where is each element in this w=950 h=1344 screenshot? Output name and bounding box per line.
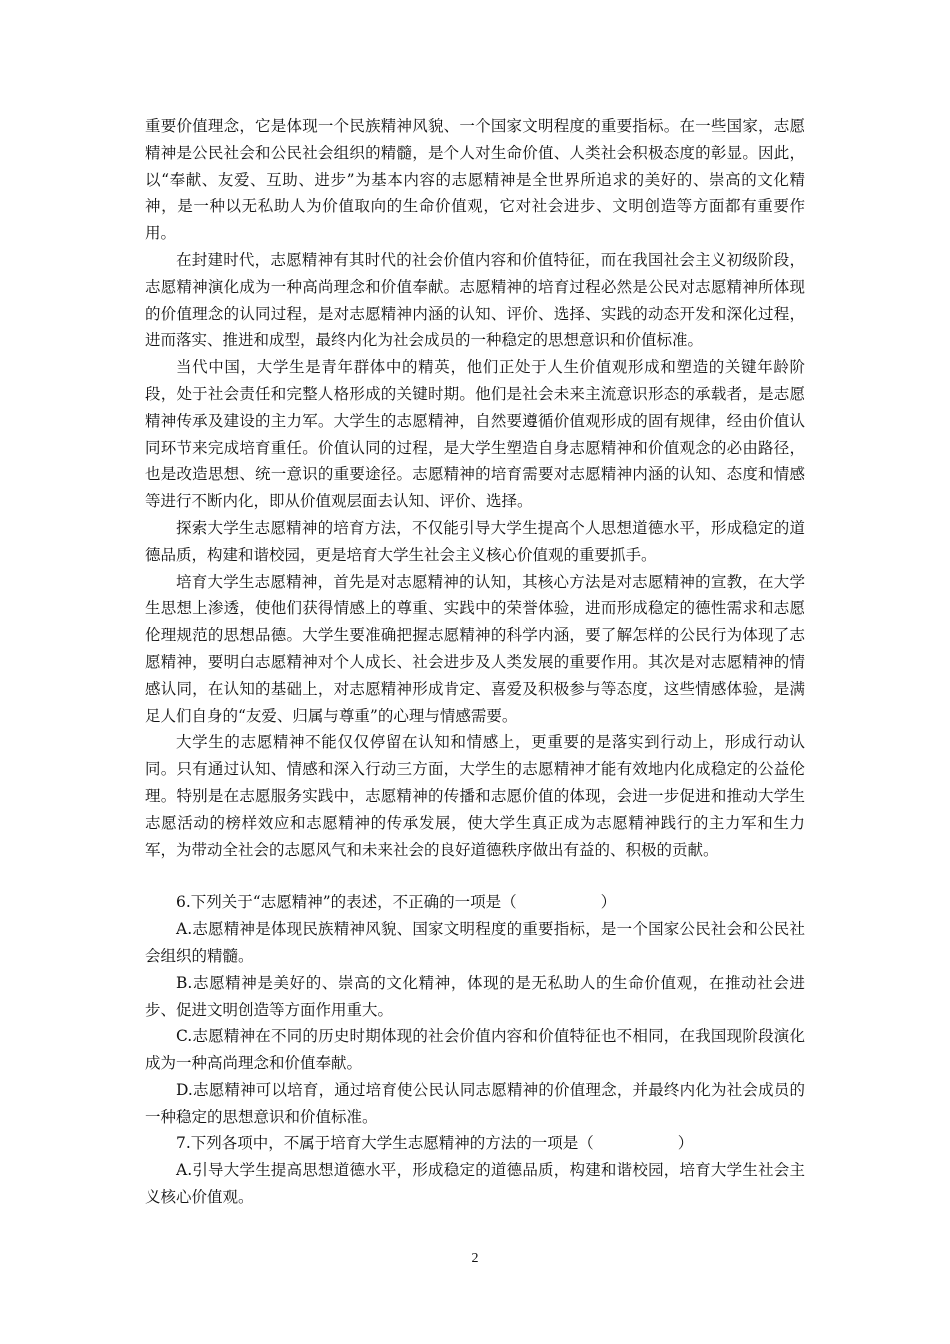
question-7-stem-close: ）	[677, 1134, 694, 1153]
passage-paragraph-2: 在封建时代，志愿精神有其时代的社会价值内容和价值特征，而在我国社会主义初级阶段，志愿精神演化成为一种高尚理念和价值奉献。志愿精神的培育过程必然是公民对志愿精神所体现的价值理念的认同过程，是对志愿精神内涵的认知、评价、选择、实践的动态开发和深化过程，进而落实、推进和成型，最终内化为社会成员的一种稳定的思想意识和价值标准。	[145, 250, 805, 350]
section-spacer	[145, 863, 805, 889]
question-7-stem-text: 7.下列各项中，不属于培育大学生志愿精神的方法的一项是（	[176, 1134, 594, 1153]
question-6-option-c: C.志愿精神在不同的历史时期体现的社会价值内容和价值特征也不相同，在我国现阶段演化成为一种高尚理念和价值奉献。	[145, 1027, 805, 1073]
passage-paragraph-1: 重要价值理念，它是体现一个民族精神风貌、一个国家文明程度的重要指标。在一些国家，志愿精神是公民社会和公民社会组织的精髓，是个人对生命价值、人类社会积极态度的彰显。因此，以“奉献、友爱、互助、进步”为基本内容的志愿精神是全世界所追求的美好的、崇高的文化精神，是一种以无私助人为价值取向的生命价值观，它对社会进步、文明创造等方面都有重要作用。	[145, 117, 805, 243]
question-6-option-a: A.志愿精神是体现民族精神风貌、国家文明程度的重要指标，是一个国家公民社会和公民社会组织的精髓。	[145, 920, 805, 965]
passage-paragraph-3: 当代中国，大学生是青年群体中的精英，他们正处于人生价值观形成和塑造的关键年龄阶段，处于社会责任和完整人格形成的关键时期。他们是社会未来主流意识形态的承载者，是志愿精神传承及建设的主力军。大学生的志愿精神，自然要遵循价值观形成的固有规律，经由价值认同环节来完成培育重任。价值认同的过程，是大学生塑造自身志愿精神和价值观念的必由路径，也是改造思想、统一意识的重要途径。志愿精神的培育需要对志愿精神内涵的认知、态度和情感等进行不断内化，即从价值观层面去认知、评价、选择。	[145, 358, 805, 511]
passage-paragraph-4: 探索大学生志愿精神的培育方法，不仅能引导大学生提高个人思想道德水平，形成稳定的道德品质，构建和谐校园，更是培育大学生社会主义核心价值观的重要抓手。	[145, 518, 805, 564]
question-6-stem-close: ）	[600, 893, 617, 912]
passage-paragraph-5: 培育大学生志愿精神，首先是对志愿精神的认知，其核心方法是对志愿精神的宣教，在大学生思想上渗透，使他们获得情感上的尊重、实践中的荣誉体验，进而形成稳定的德性需求和志愿伦理规范的思想品德。大学生要准确把握志愿精神的科学内涵，要了解怎样的公民行为体现了志愿精神，要明白志愿精神对个人成长、社会进步及人类发展的重要作用。其次是对志愿精神的情感认同，在认知的基础上，对志愿精神形成肯定、喜爱及积极参与等态度，这些情感体验，是满足人们自身的“友爱、归属与尊重”的心理与情感需要。	[145, 572, 805, 725]
question-6-option-b: B.志愿精神是美好的、崇高的文化精神，体现的是无私助人的生命价值观，在推动社会进步、促进文明创造等方面作用重大。	[145, 973, 805, 1019]
question-6-option-d: D.志愿精神可以培育，通过培育使公民认同志愿精神的价值理念，并最终内化为社会成员的一种稳定的思想意识和价值标准。	[145, 1080, 805, 1126]
document-body	[145, 113, 805, 1211]
page-number: 2	[471, 1251, 479, 1266]
question-7-stem	[145, 1130, 805, 1157]
passage-paragraph-6: 大学生的志愿精神不能仅仅停留在认知和情感上，更重要的是落实到行动上，形成行动认同。只有通过认知、情感和深入行动三方面，大学生的志愿精神才能有效地内化成稳定的公益伦理。特别是在志愿服务实践中，志愿精神的传播和志愿价值的体现，会进一步促进和推动大学生志愿活动的榜样效应和志愿精神的传承发展，使大学生真正成为志愿精神践行的主力军和生力军，为带动全社会的志愿风气和未来社会的良好道德秩序做出有益的、积极的贡献。	[145, 733, 805, 859]
question-6-stem-text: 6.下列关于“志愿精神”的表述，不正确的一项是（	[176, 893, 517, 912]
question-6-stem	[145, 889, 805, 916]
question-7-option-a: A.引导大学生提高思想道德水平，形成稳定的道德品质，构建和谐校园，培育大学生社会主义核心价值观。	[145, 1161, 805, 1207]
